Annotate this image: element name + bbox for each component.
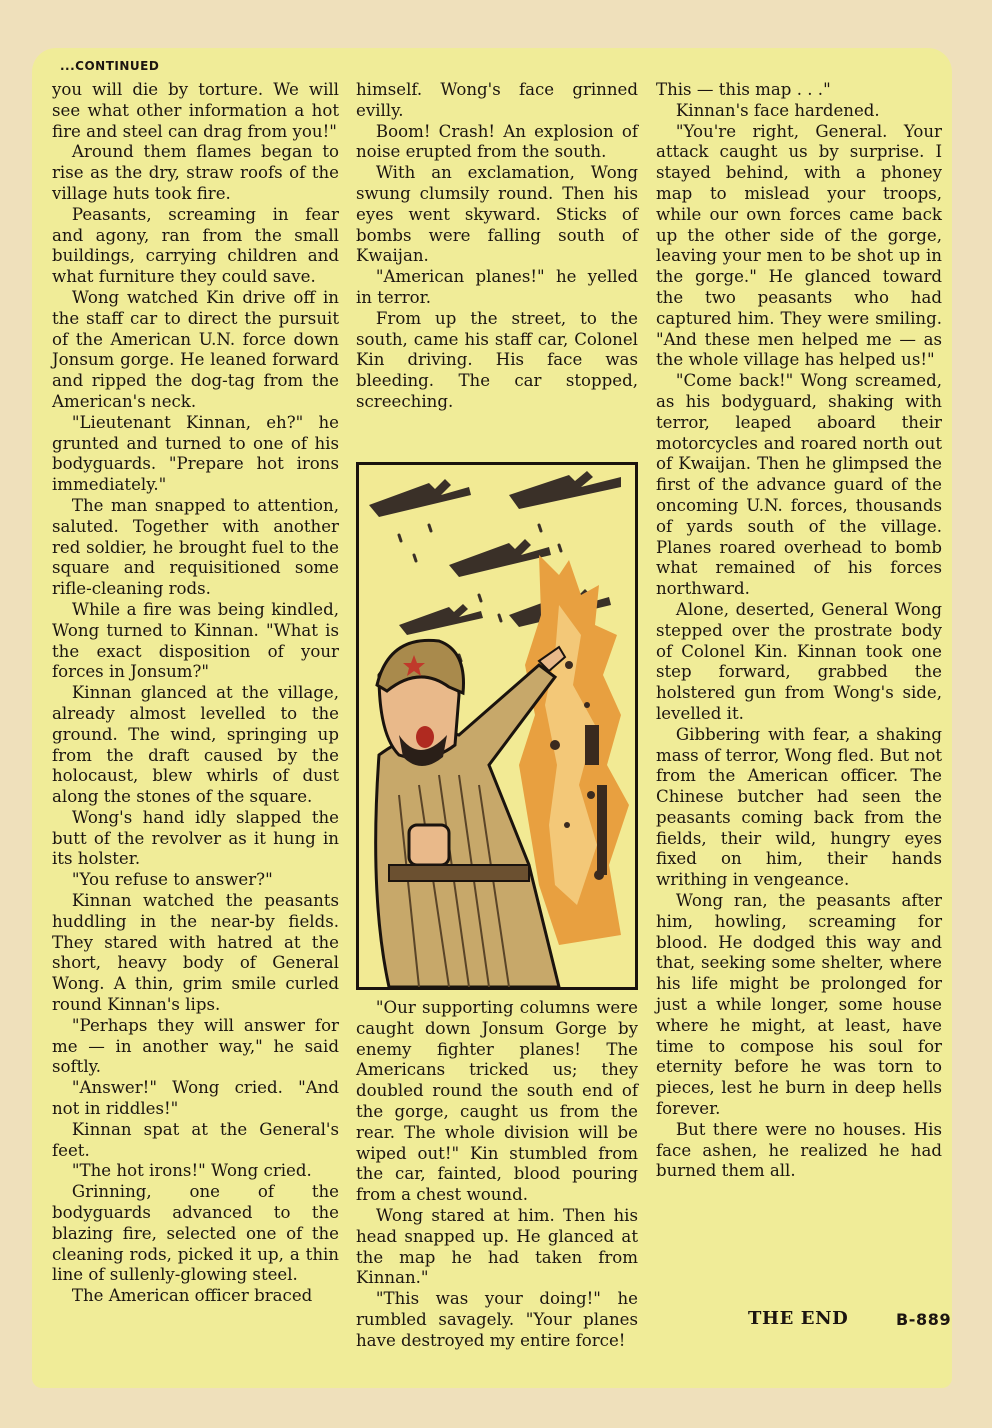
paragraph: "Answer!" Wong cried. "And not in riddles!" xyxy=(52,1078,339,1119)
paragraph: Wong ran, the peasants after him, howling, screaming for blood. He dodged this way and that, seeking some shelter, where his life might be prolonged for just a while longer, some house where he might, at least, have time to compose his soul for eternity before he was torn to pieces, lest he burn in deep hells forever. xyxy=(656,891,942,1119)
paragraph: Wong watched Kin drive off in the staff car to direct the pursuit of the American U.N. force down Jonsum gorge. He leaned forward and ripped the dog-tag from the American's neck. xyxy=(52,287,339,411)
illustration-general-wong-under-bombing xyxy=(359,465,635,987)
paragraph: "The hot irons!" Wong cried. xyxy=(71,1161,312,1181)
paragraph: "Lieutenant Kinnan, eh?" he grunted and turned to one of his bodyguards. "Prepare hot irons immediately." xyxy=(52,412,339,495)
paragraph: "Come back!" Wong screamed, as his bodyguard, shaking with terror, leaped aboard their motorcycles and roared north out of Kwaijan. Then he glimpsed the first of the advance guard of the oncoming U.N. forces, thousands of yards south of the village. Planes roared overhead to bomb what remained of his forces northward. xyxy=(656,371,942,599)
the-end-label: THE END xyxy=(748,1308,849,1329)
paragraph: Alone, deserted, General Wong stepped over the prostrate body of Colonel Kin. Kinnan took one step forward, grabbed the holstered gun from Wong's side, levelled it. xyxy=(656,599,942,723)
paragraph: "Our supporting columns were caught down Jonsum Gorge by enemy fighter planes! The Americans tricked us; they doubled round the south end of the gorge, caught us from the rear. The whole division will be wiped out!" Kin stumbled from the car, fainted, blood pouring from a chest wound. xyxy=(356,998,638,1205)
paragraph: "American planes!" he yelled in terror. xyxy=(356,267,638,307)
paragraph: Kinnan watched the peasants huddling in the near-by fields. They stared with hatred at the short, heavy body of General Wong. A thin, grim smile curled round Kinnan's lips. xyxy=(52,891,339,1015)
paragraph: But there were no houses. His face ashen, he realized he had burned them all. xyxy=(656,1119,942,1181)
paragraph: "You're right, General. Your attack caught us by surprise. I stayed behind, with a phoney map to mislead your troops, while our own forces came back up the other side of the gorge, leaving your men to be shot up in the gorge." He glanced toward the two peasants who had captured him. They were smiling. "And these men helped me — as the whole village has helped us!" xyxy=(656,121,942,370)
text-column-right xyxy=(656,80,942,1182)
paragraph: Gibbering with fear, a shaking mass of terror, Wong fled. But not from the American officer. The Chinese butcher had seen the peasants coming back from the fields, their wild, hungry eyes fixed on him, their hands writhing in vengeance. xyxy=(656,724,942,890)
paragraph: This — this map . . ." xyxy=(656,80,831,99)
comic-illustration-panel xyxy=(356,462,638,990)
paragraph: With an exclamation, Wong swung clumsily round. Then his eyes went skyward. Sticks of bombs were falling south of Kwaijan. xyxy=(356,163,638,266)
continued-label: ...CONTINUED xyxy=(60,59,160,73)
text-column-left xyxy=(52,80,339,1307)
paragraph: Kinnan spat at the General's feet. xyxy=(52,1119,339,1160)
paragraph: The American officer braced xyxy=(71,1286,313,1306)
paragraph: The man snapped to attention, saluted. Together with another red soldier, he brought fuel to the square and requisitioned some rifle-cleaning rods. xyxy=(52,495,339,599)
text-column-middle-bottom xyxy=(356,998,638,1352)
paragraph: Wong's hand idly slapped the butt of the revolver as it hung in its holster. xyxy=(52,807,339,869)
paragraph: himself. Wong's face grinned evilly. xyxy=(356,80,638,120)
paragraph: Kinnan's face hardened. xyxy=(675,100,880,120)
paragraph: Wong stared at him. Then his head snapped up. He glanced at the map he had taken from Kinnan." xyxy=(356,1205,638,1288)
paragraph: "You refuse to answer?" xyxy=(71,870,273,890)
paragraph: Around them flames began to rise as the dry, straw roofs of the village huts took fire. xyxy=(52,142,339,203)
paragraph: you will die by torture. We will see what other information a hot fire and steel can drag from you!" xyxy=(52,80,339,141)
paragraph: Peasants, screaming in fear and agony, ran from the small buildings, carrying children and what furniture they could save. xyxy=(52,204,339,287)
text-column-middle-top xyxy=(356,80,638,413)
page-code: B-889 xyxy=(896,1310,952,1329)
paragraph: Boom! Crash! An explosion of noise erupted from the south. xyxy=(356,121,638,162)
paragraph: Grinning, one of the bodyguards advanced to the blazing fire, selected one of the cleaning rods, picked it up, a thin line of sullenly-glowing steel. xyxy=(52,1182,339,1285)
paragraph: While a fire was being kindled, Wong turned to Kinnan. "What is the exact disposition of your forces in Jonsum?" xyxy=(52,599,339,682)
paragraph: "Perhaps they will answer for me — in another way," he said softly. xyxy=(52,1015,339,1077)
paragraph: "This was your doing!" he rumbled savagely. "Your planes have destroyed my entire force! xyxy=(356,1289,638,1350)
paragraph: From up the street, to the south, came his staff car, Colonel Kin driving. His face was bleeding. The car stopped, screeching. xyxy=(356,308,638,411)
paragraph: Kinnan glanced at the village, already almost levelled to the ground. The wind, springing up from the draft caused by the holocaust, blew whirls of dust along the stones of the square. xyxy=(52,683,339,807)
